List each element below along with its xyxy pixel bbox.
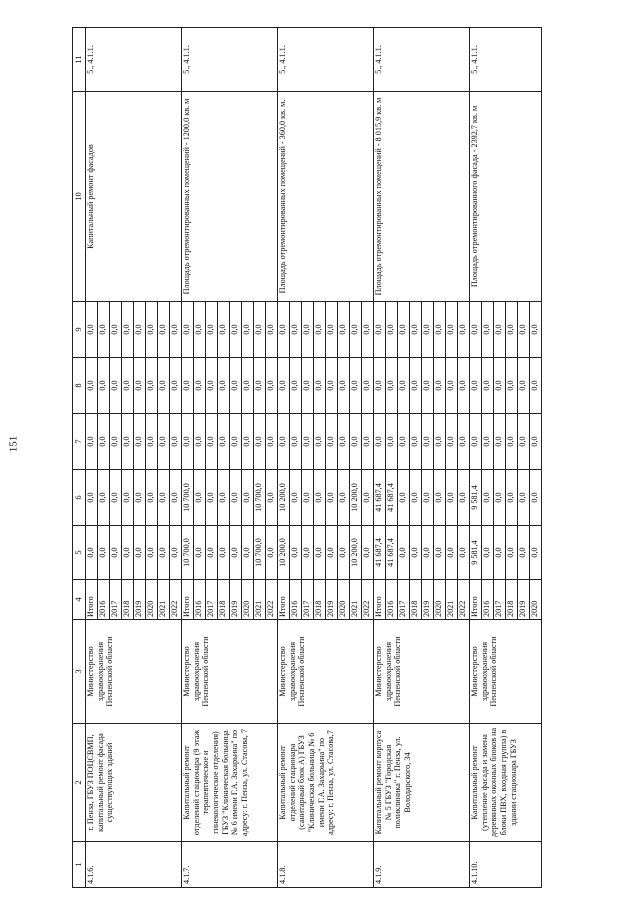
year-cell: 2022: [362, 580, 374, 620]
year-cell: 2021: [350, 580, 362, 620]
value-cell: 0,0: [86, 414, 98, 470]
value-cell: 0,0: [422, 470, 434, 526]
value-cell: 0,0: [398, 302, 410, 358]
value-cell: 0,0: [446, 470, 458, 526]
value-cell: 0,0: [206, 526, 218, 580]
value-cell: 0,0: [362, 358, 374, 414]
value-cell: 0,0: [86, 302, 98, 358]
value-cell: 0,0: [134, 526, 146, 580]
value-cell: 0,0: [170, 358, 182, 414]
value-cell: 0,0: [374, 414, 386, 470]
value-cell: 0,0: [218, 302, 230, 358]
item-code: 4.1.7.: [182, 842, 278, 888]
value-cell: 0,0: [350, 358, 362, 414]
value-cell: 0,0: [110, 470, 122, 526]
year-cell: 2020: [530, 580, 542, 620]
value-cell: 0,0: [266, 358, 278, 414]
item-name: Капитальный ремонт корпуса № 5 ГБУЗ "Городская поликлиника" г. Пенза, ул. Володарского, 34: [374, 724, 470, 842]
value-cell: 0,0: [458, 358, 470, 414]
value-cell: 0,0: [530, 414, 542, 470]
value-cell: 0,0: [290, 470, 302, 526]
value-cell: 0,0: [278, 358, 290, 414]
year-cell: 2021: [254, 580, 266, 620]
year-cell: 2020: [242, 580, 254, 620]
year-cell: Итого: [182, 580, 194, 620]
value-cell: 0,0: [110, 358, 122, 414]
value-cell: 0,0: [494, 414, 506, 470]
year-cell: 2019: [134, 580, 146, 620]
item-indicator: Площадь отремонтированных помещений - 360,0 кв. м.: [278, 92, 374, 302]
value-cell: 0,0: [266, 470, 278, 526]
value-cell: 0,0: [506, 470, 518, 526]
value-cell: 0,0: [158, 526, 170, 580]
year-cell: 2016: [386, 580, 398, 620]
page-number: 151: [7, 435, 19, 453]
value-cell: 0,0: [374, 358, 386, 414]
year-cell: 2022: [458, 580, 470, 620]
value-cell: 0,0: [302, 526, 314, 580]
value-cell: 0,0: [122, 302, 134, 358]
value-cell: 0,0: [362, 302, 374, 358]
value-cell: 0,0: [218, 470, 230, 526]
value-cell: 0,0: [410, 302, 422, 358]
table-row: [374, 28, 386, 888]
value-cell: 0,0: [494, 302, 506, 358]
value-cell: 0,0: [314, 470, 326, 526]
year-cell: 2022: [266, 580, 278, 620]
value-cell: 0,0: [458, 302, 470, 358]
value-cell: 0,0: [434, 302, 446, 358]
item-executor: Министерство здравоохранения Пензенской области: [278, 620, 374, 724]
value-cell: 0,0: [290, 526, 302, 580]
year-cell: 2020: [434, 580, 446, 620]
value-cell: 0,0: [290, 358, 302, 414]
value-cell: 0,0: [494, 470, 506, 526]
value-cell: 0,0: [338, 526, 350, 580]
value-cell: 0,0: [374, 302, 386, 358]
item-reference: 5., 4.1.1.: [470, 28, 542, 92]
value-cell: 0,0: [530, 358, 542, 414]
value-cell: 0,0: [230, 358, 242, 414]
year-cell: 2018: [410, 580, 422, 620]
value-cell: 10 700,0: [182, 526, 194, 580]
value-cell: 0,0: [398, 358, 410, 414]
value-cell: 0,0: [434, 414, 446, 470]
col-header: 8: [73, 358, 86, 414]
document-table-rotated: [72, 28, 634, 888]
year-cell: 2016: [290, 580, 302, 620]
value-cell: 0,0: [422, 526, 434, 580]
item-reference: 5., 4.1.1.: [374, 28, 470, 92]
value-cell: 0,0: [458, 470, 470, 526]
year-cell: 2018: [314, 580, 326, 620]
year-cell: 2017: [302, 580, 314, 620]
value-cell: 0,0: [398, 414, 410, 470]
value-cell: 0,0: [350, 302, 362, 358]
value-cell: 0,0: [170, 470, 182, 526]
column-number-row: [73, 28, 86, 888]
year-cell: 2019: [422, 580, 434, 620]
value-cell: 0,0: [110, 302, 122, 358]
value-cell: 0,0: [146, 358, 158, 414]
year-cell: 2018: [506, 580, 518, 620]
value-cell: 0,0: [314, 358, 326, 414]
col-header: 1: [73, 842, 86, 888]
value-cell: 0,0: [326, 414, 338, 470]
value-cell: 0,0: [530, 302, 542, 358]
item-indicator: Площадь отремонтированных помещений - 1200,0 кв. м: [182, 92, 278, 302]
value-cell: 0,0: [482, 358, 494, 414]
col-header: 11: [73, 28, 86, 92]
value-cell: 0,0: [254, 302, 266, 358]
item-executor: Министерство здравоохранения Пензенской области: [182, 620, 278, 724]
value-cell: 0,0: [230, 302, 242, 358]
value-cell: 0,0: [518, 358, 530, 414]
table-row: [470, 28, 482, 888]
year-cell: 2022: [170, 580, 182, 620]
item-indicator: Площадь отремонтированного фасада - 2392,7 кв. м: [470, 92, 542, 302]
item-name: Капитальный ремонт отделений стационара (9 этаж терапевтическое и гинекологическое отделения) ГБУЗ "Клиническая больница № 6 имени Г.А. Захарьина" по адресу: г. Пенза, ул. Стасова, 7: [182, 724, 278, 842]
value-cell: 0,0: [278, 302, 290, 358]
year-cell: Итого: [278, 580, 290, 620]
value-cell: 41 687,4: [374, 470, 386, 526]
value-cell: 0,0: [170, 414, 182, 470]
value-cell: 0,0: [446, 358, 458, 414]
year-cell: 2019: [518, 580, 530, 620]
value-cell: 0,0: [194, 470, 206, 526]
col-header: 7: [73, 414, 86, 470]
value-cell: 0,0: [206, 470, 218, 526]
value-cell: 0,0: [98, 526, 110, 580]
value-cell: 0,0: [230, 470, 242, 526]
value-cell: 0,0: [410, 470, 422, 526]
value-cell: 0,0: [290, 302, 302, 358]
value-cell: 0,0: [398, 526, 410, 580]
value-cell: 0,0: [326, 302, 338, 358]
value-cell: 0,0: [230, 526, 242, 580]
item-code: 4.1.10.: [470, 842, 542, 888]
value-cell: 0,0: [230, 414, 242, 470]
value-cell: 0,0: [386, 302, 398, 358]
value-cell: 0,0: [194, 526, 206, 580]
value-cell: 0,0: [338, 302, 350, 358]
value-cell: 0,0: [122, 414, 134, 470]
value-cell: 0,0: [338, 358, 350, 414]
value-cell: 0,0: [158, 414, 170, 470]
item-reference: 5., 4.1.1.: [182, 28, 278, 92]
col-header: 10: [73, 92, 86, 302]
value-cell: 0,0: [410, 526, 422, 580]
value-cell: 0,0: [362, 526, 374, 580]
year-cell: 2020: [146, 580, 158, 620]
value-cell: 0,0: [446, 526, 458, 580]
value-cell: 0,0: [434, 358, 446, 414]
value-cell: 0,0: [350, 414, 362, 470]
value-cell: 0,0: [290, 414, 302, 470]
item-name: Капитальный ремонт (утепление фасада и замена деревянных оконных блоков на блоки ПВХ, входная группа) в здании стационара ГБУЗ: [470, 724, 542, 842]
year-cell: 2017: [494, 580, 506, 620]
value-cell: 0,0: [362, 470, 374, 526]
value-cell: 0,0: [470, 358, 482, 414]
value-cell: 41 687,4: [386, 526, 398, 580]
value-cell: 0,0: [482, 526, 494, 580]
value-cell: 0,0: [110, 526, 122, 580]
year-cell: 2019: [326, 580, 338, 620]
value-cell: 10 200,0: [350, 526, 362, 580]
value-cell: 0,0: [86, 358, 98, 414]
value-cell: 0,0: [482, 302, 494, 358]
value-cell: 0,0: [122, 470, 134, 526]
value-cell: 0,0: [422, 358, 434, 414]
value-cell: 0,0: [146, 414, 158, 470]
value-cell: 0,0: [314, 302, 326, 358]
value-cell: 0,0: [518, 414, 530, 470]
year-cell: 2016: [194, 580, 206, 620]
value-cell: 0,0: [206, 302, 218, 358]
value-cell: 0,0: [146, 302, 158, 358]
year-cell: 2016: [98, 580, 110, 620]
value-cell: 10 700,0: [182, 470, 194, 526]
value-cell: 0,0: [266, 302, 278, 358]
col-header: 3: [73, 620, 86, 724]
value-cell: 0,0: [278, 414, 290, 470]
value-cell: 0,0: [206, 414, 218, 470]
year-cell: 2017: [398, 580, 410, 620]
value-cell: 0,0: [182, 358, 194, 414]
value-cell: 0,0: [446, 302, 458, 358]
value-cell: 0,0: [494, 526, 506, 580]
year-cell: 2017: [206, 580, 218, 620]
value-cell: 0,0: [146, 526, 158, 580]
value-cell: 0,0: [422, 414, 434, 470]
value-cell: 0,0: [506, 302, 518, 358]
value-cell: 0,0: [506, 526, 518, 580]
col-header: 2: [73, 724, 86, 842]
item-executor: Министерство здравоохранения Пензенской области: [374, 620, 470, 724]
item-reference: 5., 4.1.1.: [278, 28, 374, 92]
value-cell: 0,0: [218, 414, 230, 470]
year-cell: Итого: [470, 580, 482, 620]
value-cell: 0,0: [362, 414, 374, 470]
value-cell: 0,0: [158, 470, 170, 526]
value-cell: 0,0: [422, 302, 434, 358]
item-code: 4.1.6.: [86, 842, 182, 888]
value-cell: 9 581,4: [470, 526, 482, 580]
table-row: [86, 28, 98, 888]
value-cell: 0,0: [410, 358, 422, 414]
value-cell: 0,0: [482, 414, 494, 470]
year-cell: 2021: [446, 580, 458, 620]
value-cell: 0,0: [446, 414, 458, 470]
value-cell: 41 687,4: [374, 526, 386, 580]
value-cell: 0,0: [254, 414, 266, 470]
value-cell: 0,0: [326, 358, 338, 414]
value-cell: 0,0: [494, 358, 506, 414]
item-code: 4.1.9.: [374, 842, 470, 888]
value-cell: 0,0: [98, 358, 110, 414]
value-cell: 0,0: [122, 526, 134, 580]
year-cell: 2016: [482, 580, 494, 620]
year-cell: 2019: [230, 580, 242, 620]
year-cell: 2020: [338, 580, 350, 620]
year-cell: 2021: [158, 580, 170, 620]
value-cell: 0,0: [134, 358, 146, 414]
value-cell: 0,0: [242, 470, 254, 526]
value-cell: 9 581,4: [470, 470, 482, 526]
table-row: [182, 28, 194, 888]
value-cell: 0,0: [506, 358, 518, 414]
year-cell: Итого: [86, 580, 98, 620]
item-name: г. Пенза, ГБУЗ ПОЦСВМП, капитальный ремонт фасада существующих зданий: [86, 724, 182, 842]
value-cell: 0,0: [386, 358, 398, 414]
item-executor: Министерство здравоохранения Пензенской области: [86, 620, 182, 724]
value-cell: 0,0: [434, 526, 446, 580]
value-cell: 0,0: [134, 470, 146, 526]
value-cell: 0,0: [458, 414, 470, 470]
value-cell: 0,0: [242, 526, 254, 580]
value-cell: 0,0: [326, 470, 338, 526]
value-cell: 0,0: [86, 526, 98, 580]
value-cell: 0,0: [254, 358, 266, 414]
value-cell: 0,0: [302, 470, 314, 526]
value-cell: 0,0: [482, 470, 494, 526]
value-cell: 0,0: [338, 470, 350, 526]
value-cell: 0,0: [146, 470, 158, 526]
value-cell: 0,0: [302, 302, 314, 358]
value-cell: 0,0: [302, 414, 314, 470]
value-cell: 0,0: [266, 414, 278, 470]
value-cell: 0,0: [122, 358, 134, 414]
value-cell: 10 200,0: [278, 526, 290, 580]
value-cell: 10 700,0: [254, 470, 266, 526]
value-cell: 0,0: [470, 302, 482, 358]
value-cell: 0,0: [458, 526, 470, 580]
value-cell: 0,0: [98, 414, 110, 470]
value-cell: 10 200,0: [278, 470, 290, 526]
year-cell: Итого: [374, 580, 386, 620]
item-reference: 5., 4.1.1.: [86, 28, 182, 92]
value-cell: 0,0: [530, 526, 542, 580]
value-cell: 0,0: [314, 414, 326, 470]
value-cell: 0,0: [434, 470, 446, 526]
value-cell: 0,0: [242, 414, 254, 470]
item-indicator: Площадь отремонтированных помещений - 8 015,9 кв. м: [374, 92, 470, 302]
value-cell: 0,0: [194, 414, 206, 470]
value-cell: 0,0: [218, 526, 230, 580]
value-cell: 0,0: [194, 358, 206, 414]
value-cell: 0,0: [242, 302, 254, 358]
year-cell: 2018: [122, 580, 134, 620]
value-cell: 0,0: [314, 526, 326, 580]
col-header: 4: [73, 580, 86, 620]
value-cell: 0,0: [530, 470, 542, 526]
value-cell: 0,0: [110, 414, 122, 470]
value-cell: 0,0: [170, 302, 182, 358]
year-cell: 2017: [110, 580, 122, 620]
item-code: 4.1.8.: [278, 842, 374, 888]
value-cell: 0,0: [338, 414, 350, 470]
value-cell: 0,0: [170, 526, 182, 580]
value-cell: 0,0: [134, 302, 146, 358]
value-cell: 0,0: [326, 526, 338, 580]
year-cell: 2018: [218, 580, 230, 620]
value-cell: 0,0: [158, 302, 170, 358]
item-indicator: Капитальный ремонт фасадов: [86, 92, 182, 302]
value-cell: 0,0: [266, 526, 278, 580]
value-cell: 0,0: [410, 414, 422, 470]
value-cell: 0,0: [194, 302, 206, 358]
value-cell: 0,0: [506, 414, 518, 470]
col-header: 9: [73, 302, 86, 358]
value-cell: 0,0: [398, 470, 410, 526]
value-cell: 0,0: [98, 302, 110, 358]
value-cell: 0,0: [518, 526, 530, 580]
col-header: 5: [73, 526, 86, 580]
value-cell: 0,0: [206, 358, 218, 414]
value-cell: 0,0: [182, 302, 194, 358]
value-cell: 0,0: [470, 414, 482, 470]
budget-table: [72, 27, 542, 888]
value-cell: 0,0: [98, 470, 110, 526]
value-cell: 10 700,0: [254, 526, 266, 580]
value-cell: 0,0: [302, 358, 314, 414]
item-name: Капитальный ремонт отделений стационара (санитарный блок А) ГБУЗ "Клиническая больница № 6 имени Г.А. Захарьина" по адресу: г. Пенза, ул. Стасова,7: [278, 724, 374, 842]
value-cell: 0,0: [518, 470, 530, 526]
value-cell: 0,0: [182, 414, 194, 470]
value-cell: 0,0: [134, 414, 146, 470]
value-cell: 0,0: [242, 358, 254, 414]
item-executor: Министерство здравоохранения Пензенской области: [470, 620, 542, 724]
value-cell: 0,0: [158, 358, 170, 414]
value-cell: 0,0: [218, 358, 230, 414]
table-row: [278, 28, 290, 888]
value-cell: 0,0: [386, 414, 398, 470]
value-cell: 10 200,0: [350, 470, 362, 526]
value-cell: 0,0: [86, 470, 98, 526]
value-cell: 41 687,4: [386, 470, 398, 526]
col-header: 6: [73, 470, 86, 526]
value-cell: 0,0: [518, 302, 530, 358]
